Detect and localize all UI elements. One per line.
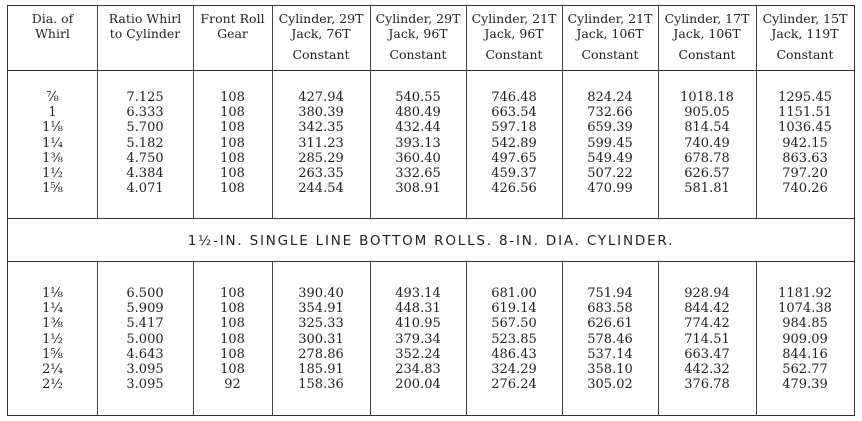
table-cell: 863.63 [782, 150, 828, 166]
table-cell: 663.54 [491, 105, 537, 121]
column-divider [97, 6, 98, 218]
table-cell: 1½ [42, 165, 63, 181]
column-divider [658, 262, 659, 416]
table-cell: 311.23 [298, 135, 344, 151]
table-cell: 108 [220, 361, 245, 377]
column-front-roll-gear [193, 286, 272, 392]
table-cell: 4.071 [126, 181, 164, 197]
table-cell: 681.00 [491, 286, 537, 301]
table-cell: 549.49 [587, 150, 633, 166]
table-cell: 599.45 [587, 135, 633, 151]
column-divider [466, 6, 467, 218]
table-cell: 108 [220, 331, 245, 347]
table-cell: 1⅜ [42, 150, 63, 166]
table-cell: 1⅛ [42, 120, 63, 136]
table-cell: 942.15 [782, 135, 828, 151]
table-cell: 1036.45 [778, 120, 832, 136]
table-cell: 360.40 [395, 150, 441, 166]
table-cell: 108 [220, 301, 245, 317]
column-front-roll-gear [193, 90, 272, 196]
table-cell: 1¼ [42, 135, 63, 151]
header-const-21-96 [466, 11, 562, 62]
table-cell: 751.94 [587, 286, 633, 301]
table-cell: 108 [220, 181, 245, 197]
header-const-29-76 [272, 11, 370, 62]
table-cell: 824.24 [587, 90, 633, 105]
table-cell: 714.51 [684, 331, 730, 347]
header-constant-label: Constant [485, 47, 543, 62]
header-line: Jack, 96T [388, 26, 448, 41]
header-line: Front Roll [200, 11, 265, 26]
table-cell: 432.44 [395, 120, 441, 136]
section-title: 1½-IN. SINGLE LINE BOTTOM ROLLS. 8-IN. DIA. CYLINDER. [8, 218, 854, 262]
header-constant-label: Constant [581, 47, 639, 62]
table-cell: 380.39 [298, 105, 344, 121]
table-cell: 814.54 [684, 120, 730, 136]
table-cell: 493.14 [395, 286, 441, 301]
table-cell: 1⅜ [42, 316, 63, 332]
header-line: Cylinder, 15T [762, 11, 848, 26]
table-cell: 732.66 [587, 105, 633, 121]
table-cell: 426.56 [491, 181, 537, 197]
header-line: Cylinder, 29T [278, 11, 364, 26]
header-line: Jack, 106T [576, 26, 644, 41]
column-divider [756, 262, 757, 416]
table-cell: 1074.38 [778, 301, 832, 317]
column-const-29-76 [272, 286, 370, 392]
table-cell: 683.58 [587, 301, 633, 317]
header-line: Jack, 96T [484, 26, 544, 41]
table-cell: 300.31 [298, 331, 344, 347]
table-cell: 379.34 [395, 331, 441, 347]
header-constant-label: Constant [776, 47, 834, 62]
table-cell: 540.55 [395, 90, 441, 105]
table-cell: 1181.92 [778, 286, 832, 301]
table-cell: 185.91 [298, 361, 344, 377]
header-const-17-106 [658, 11, 756, 62]
table-cell: 1⅝ [42, 181, 63, 197]
table-cell: 108 [220, 90, 245, 105]
table-cell: 928.94 [684, 286, 730, 301]
header-front-roll-gear [193, 11, 272, 41]
table-cell: ⅞ [46, 90, 59, 105]
table-cell: 234.83 [395, 361, 441, 377]
table-cell: 92 [224, 377, 241, 393]
table-cell: 108 [220, 135, 245, 151]
table-cell: 659.39 [587, 120, 633, 136]
header-line: Cylinder, 29T [375, 11, 461, 26]
table-cell: 1¼ [42, 301, 63, 317]
table-cell: 308.91 [395, 181, 441, 197]
header-ratio-whirl [97, 11, 193, 41]
table-cell: 567.50 [491, 316, 537, 332]
header-line: Jack, 106T [673, 26, 741, 41]
column-const-21-106 [562, 286, 658, 392]
table-cell: 774.42 [684, 316, 730, 332]
table-cell: 4.384 [126, 165, 164, 181]
column-const-21-106 [562, 90, 658, 196]
table-cell: 497.65 [491, 150, 537, 166]
table-cell: 459.37 [491, 165, 537, 181]
table-cell: 6.500 [126, 286, 164, 301]
header-constant-label: Constant [292, 47, 350, 62]
table-cell: 4.750 [126, 150, 164, 166]
table-cell: 3.095 [126, 361, 164, 377]
table-cell: 844.42 [684, 301, 730, 317]
table-cell: 537.14 [587, 346, 633, 362]
table-cell: 746.48 [491, 90, 537, 105]
table-cell: 108 [220, 165, 245, 181]
column-ratio-whirl [97, 90, 193, 196]
column-const-17-106 [658, 90, 756, 196]
table-cell: 3.095 [126, 377, 164, 393]
table-cell: 797.20 [782, 165, 828, 181]
column-divider [193, 6, 194, 218]
table-cell: 325.33 [298, 316, 344, 332]
table-cell: 1⅝ [42, 346, 63, 362]
header-line: Whirl [35, 26, 70, 41]
header-line: Cylinder, 21T [471, 11, 557, 26]
table-cell: 597.18 [491, 120, 537, 136]
header-line: Ratio Whirl [108, 11, 182, 26]
column-const-21-96 [466, 286, 562, 392]
column-divider [562, 262, 563, 416]
table-cell: 276.24 [491, 377, 537, 393]
table-cell: 7.125 [126, 90, 164, 105]
table-cell: 1½ [42, 331, 63, 347]
column-divider [370, 6, 371, 218]
header-const-15-119 [756, 11, 854, 62]
table-cell: 427.94 [298, 90, 344, 105]
column-divider [756, 6, 757, 218]
table-cell: 244.54 [298, 181, 344, 197]
header-line: Cylinder, 17T [664, 11, 750, 26]
table-cell: 342.35 [298, 120, 344, 136]
table-cell: 581.81 [684, 181, 730, 197]
column-dia-of-whirl [8, 90, 97, 196]
table-cell: 5.700 [126, 120, 164, 136]
table-cell: 578.46 [587, 331, 633, 347]
table-cell: 158.36 [298, 377, 344, 393]
column-const-29-76 [272, 90, 370, 196]
table-cell: 108 [220, 150, 245, 166]
table-cell: 905.05 [684, 105, 730, 121]
table-cell: 1 [48, 105, 57, 121]
column-ratio-whirl [97, 286, 193, 392]
column-divider [272, 262, 273, 416]
table-cell: 542.89 [491, 135, 537, 151]
table-cell: 2½ [42, 377, 63, 393]
table-cell: 626.57 [684, 165, 730, 181]
table-cell: 263.35 [298, 165, 344, 181]
table-cell: 486.43 [491, 346, 537, 362]
table-cell: 108 [220, 120, 245, 136]
column-divider [658, 6, 659, 218]
table-cell: 740.49 [684, 135, 730, 151]
table-cell: 5.417 [126, 316, 164, 332]
table-cell: 448.31 [395, 301, 441, 317]
table-cell: 1295.45 [778, 90, 832, 105]
column-const-17-106 [658, 286, 756, 392]
column-divider [370, 262, 371, 416]
table-cell: 358.10 [587, 361, 633, 377]
column-const-21-96 [466, 90, 562, 196]
table-cell: 376.78 [684, 377, 730, 393]
table-cell: 4.643 [126, 346, 164, 362]
table-cell: 108 [220, 316, 245, 332]
table-cell: 5.182 [126, 135, 164, 151]
column-divider [97, 262, 98, 416]
table-cell: 844.16 [782, 346, 828, 362]
table-cell: 278.86 [298, 346, 344, 362]
table-cell: 108 [220, 286, 245, 301]
column-divider [272, 6, 273, 218]
header-line: Jack, 119T [771, 26, 839, 41]
header-line: Cylinder, 21T [567, 11, 653, 26]
table-cell: 352.24 [395, 346, 441, 362]
table-cell: 984.85 [782, 316, 828, 332]
table-cell: 619.14 [491, 301, 537, 317]
table-cell: 2¼ [42, 361, 63, 377]
table-cell: 740.26 [782, 181, 828, 197]
column-divider [562, 6, 563, 218]
table-cell: 108 [220, 105, 245, 121]
table-cell: 390.40 [298, 286, 344, 301]
table-cell: 305.02 [587, 377, 633, 393]
table-cell: 442.32 [684, 361, 730, 377]
table-cell: 480.49 [395, 105, 441, 121]
table-cell: 1151.51 [778, 105, 832, 121]
table-cell: 410.95 [395, 316, 441, 332]
table-cell: 678.78 [684, 150, 730, 166]
table-cell: 332.65 [395, 165, 441, 181]
column-const-29-96 [370, 286, 466, 392]
table-cell: 324.29 [491, 361, 537, 377]
table-cell: 354.91 [298, 301, 344, 317]
header-dia-of-whirl [8, 11, 97, 41]
column-divider [466, 262, 467, 416]
table-cell: 626.61 [587, 316, 633, 332]
table-cell: 393.13 [395, 135, 441, 151]
table-cell: 909.09 [782, 331, 828, 347]
header-line: Dia. of [31, 11, 74, 26]
header-constant-label: Constant [389, 47, 447, 62]
table-cell: 1⅛ [42, 286, 63, 301]
table-cell: 479.39 [782, 377, 828, 393]
table-cell: 5.000 [126, 331, 164, 347]
gear-constant-table [7, 5, 855, 416]
lower-table-body [8, 262, 854, 416]
column-const-29-96 [370, 90, 466, 196]
table-cell: 523.85 [491, 331, 537, 347]
table-cell: 285.29 [298, 150, 344, 166]
column-dia-of-whirl [8, 286, 97, 392]
table-header-row [8, 6, 854, 71]
header-constant-label: Constant [678, 47, 736, 62]
column-const-15-119 [756, 286, 854, 392]
table-cell: 108 [220, 346, 245, 362]
header-line: Gear [217, 26, 248, 41]
table-cell: 470.99 [587, 181, 633, 197]
table-cell: 200.04 [395, 377, 441, 393]
header-line: Jack, 76T [291, 26, 351, 41]
table-cell: 562.77 [782, 361, 828, 377]
column-const-15-119 [756, 90, 854, 196]
table-cell: 663.47 [684, 346, 730, 362]
table-cell: 6.333 [126, 105, 164, 121]
table-cell: 507.22 [587, 165, 633, 181]
table-cell: 5.909 [126, 301, 164, 317]
table-cell: 1018.18 [680, 90, 734, 105]
column-divider [193, 262, 194, 416]
header-const-29-96 [370, 11, 466, 62]
header-const-21-106 [562, 11, 658, 62]
header-line: to Cylinder [109, 26, 181, 41]
upper-table-body [8, 70, 854, 218]
